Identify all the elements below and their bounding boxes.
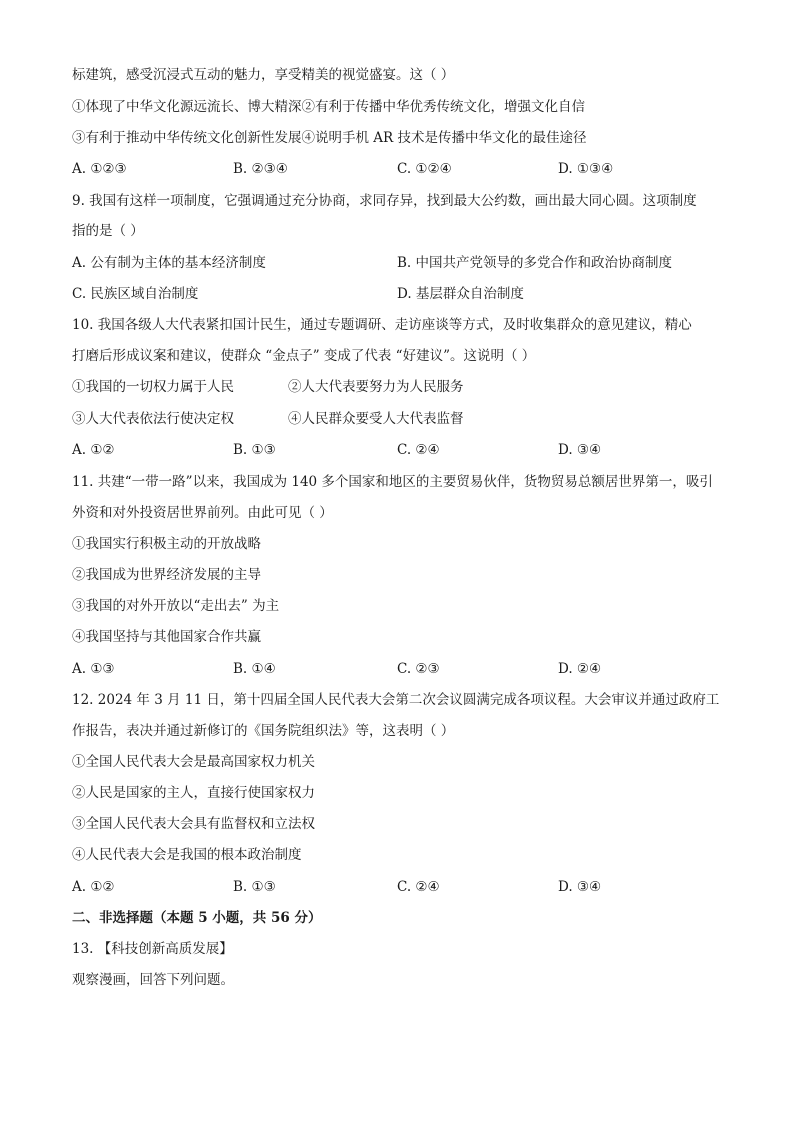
q12-statement-3: ③全国人民代表大会具有监督权和立法权 — [72, 816, 315, 832]
q11-statement-1: ①我国实行积极主动的开放战略 — [72, 536, 261, 552]
q11-option-b[interactable]: B. ①④ — [233, 661, 276, 677]
q11-option-a[interactable]: A. ①③ — [72, 661, 115, 677]
q9-option-d[interactable]: D. 基层群众自治制度 — [397, 286, 524, 302]
q10-statement-4: ④人民群众要受人大代表监督 — [288, 411, 464, 427]
q9-option-c[interactable]: C. 民族区域自治制度 — [72, 286, 199, 302]
q8-options — [72, 160, 732, 178]
q12-statement-4: ④人民代表大会是我国的根本政治制度 — [72, 847, 302, 863]
q8-option-b[interactable]: B. ②③④ — [233, 161, 288, 177]
q12-option-a[interactable]: A. ①② — [72, 879, 115, 895]
q9-option-b[interactable]: B. 中国共产党领导的多党合作和政治协商制度 — [397, 255, 673, 271]
q12-options — [72, 878, 732, 896]
q13-prompt: 观察漫画，回答下列问题。 — [72, 972, 234, 988]
q12-option-c[interactable]: C. ②④ — [397, 879, 440, 895]
q12-statement-2: ②人民是国家的主人，直接行使国家权力 — [72, 785, 315, 801]
q12-option-d[interactable]: D. ③④ — [558, 879, 602, 895]
q11-option-d[interactable]: D. ②④ — [558, 661, 602, 677]
q9-options-row-1 — [72, 254, 732, 272]
q11-statement-2: ②我国成为世界经济发展的主导 — [72, 567, 261, 583]
q12-stem-1: 12. 2024 年 3 月 11 日，第十四届全国人民代表大会第二次会议圆满完成各项议程。大会审议并通过政府工 — [72, 692, 720, 708]
q13-title: 13. 【科技创新高质发展】 — [72, 941, 233, 957]
q10-option-d[interactable]: D. ③④ — [558, 442, 602, 458]
q8-option-d[interactable]: D. ①③④ — [558, 161, 614, 177]
q10-option-c[interactable]: C. ②④ — [397, 442, 440, 458]
q10-statement-3: ③人大代表依法行使决定权 — [72, 411, 234, 427]
q10-options — [72, 441, 732, 459]
q10-statements-row-1 — [72, 378, 732, 396]
q9-stem-2: 指的是（ ） — [72, 223, 144, 239]
q8-statements-2: ③有利于推动中华传统文化创新性发展④说明手机 AR 技术是传播中华文化的最佳途径 — [72, 130, 587, 146]
q11-option-c[interactable]: C. ②③ — [397, 661, 440, 677]
q12-stem-2: 作报告，表决并通过新修订的《国务院组织法》等，这表明（ ） — [72, 723, 455, 739]
q10-statements-row-2 — [72, 410, 732, 428]
q8-option-a[interactable]: A. ①②③ — [72, 161, 127, 177]
q10-stem-1: 10. 我国各级人大代表紧扣国计民生，通过专题调研、走访座谈等方式，及时收集群众的意见建议，精心 — [72, 317, 692, 333]
q11-options — [72, 660, 732, 678]
q10-option-b[interactable]: B. ①③ — [233, 442, 276, 458]
q9-options-row-2 — [72, 285, 732, 303]
q8-option-c[interactable]: C. ①②④ — [397, 161, 452, 177]
q8-stem: 标建筑，感受沉浸式互动的魅力，享受精美的视觉盛宴。这（ ） — [72, 67, 455, 83]
q10-statement-1: ①我国的一切权力属于人民 — [72, 379, 234, 395]
q12-option-b[interactable]: B. ①③ — [233, 879, 276, 895]
q11-statement-4: ④我国坚持与其他国家合作共赢 — [72, 629, 261, 645]
q10-stem-2: 打磨后形成议案和建议，使群众 “金点子” 变成了代表 “好建议”。这说明（ ） — [72, 348, 536, 364]
q8-statements-1: ①体现了中华文化源远流长、博大精深②有利于传播中华优秀传统文化，增强文化自信 — [72, 99, 585, 115]
q9-stem-1: 9. 我国有这样一项制度，它强调通过充分协商，求同存异，找到最大公约数，画出最大同心圆。这项制度 — [72, 193, 697, 209]
q11-stem-1: 11. 共建“一带一路”以来，我国成为 140 多个国家和地区的主要贸易伙伴，货物贸易总额居世界第一，吸引 — [72, 474, 713, 490]
q9-option-a[interactable]: A. 公有制为主体的基本经济制度 — [72, 255, 266, 271]
q12-statement-1: ①全国人民代表大会是最高国家权力机关 — [72, 754, 315, 770]
q11-statement-3: ③我国的对外开放以“走出去” 为主 — [72, 598, 280, 614]
q10-option-a[interactable]: A. ①② — [72, 442, 115, 458]
q10-statement-2: ②人大代表要努力为人民服务 — [288, 379, 464, 395]
section-2-heading: 二、非选择题（本题 5 小题，共 56 分） — [72, 910, 322, 926]
q11-stem-2: 外资和对外投资居世界前列。由此可见（ ） — [72, 505, 333, 521]
